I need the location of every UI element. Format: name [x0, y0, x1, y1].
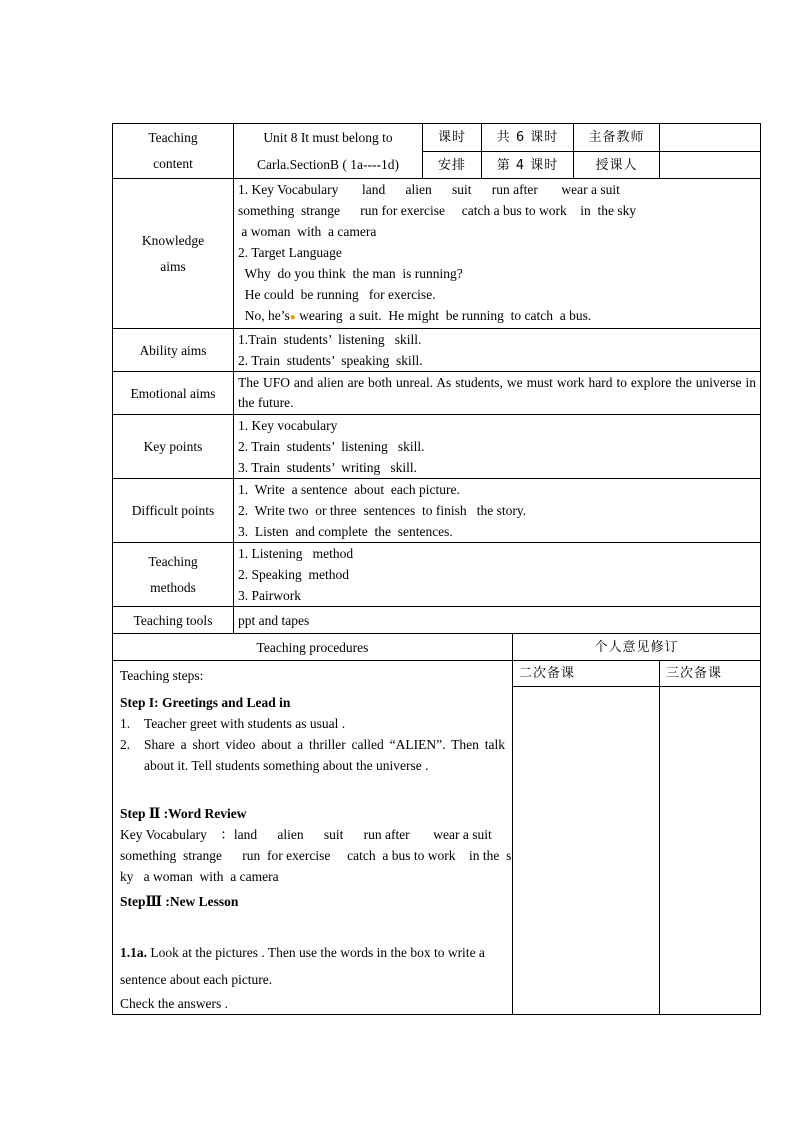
key-points-label: Key points [113, 415, 234, 479]
emotional-aims-label: Emotional aims [113, 372, 234, 415]
emotional-aims-content: The UFO and alien are both unreal. As students, we must work hard to explore the universe in the future. [234, 372, 761, 415]
lecturer-value [660, 152, 761, 179]
knowledge-aims-label: Knowledge aims [113, 179, 234, 329]
third-prep-header: 三次备课 [660, 661, 761, 687]
period-label-top: 课时 [423, 124, 482, 152]
ability-aims-label: Ability aims [113, 329, 234, 372]
key-points-content: 1. Key vocabulary 2. Train students’ listening skill. 3. Train students’ writing skill. [234, 415, 761, 479]
total-periods: 共 6 课时 [482, 124, 574, 152]
second-prep-header: 二次备课 [513, 661, 660, 687]
difficult-points-label: Difficult points [113, 479, 234, 543]
lead-teacher-value [660, 124, 761, 152]
step2-vocabulary: Key Vocabulary ：land alien suit run after wear a suit something strange run for exercise catch a bus to work in the s ky a woman with a camera [120, 827, 512, 884]
ability-aims-content: 1.Train students’ listening skill. 2. Train students’ speaking skill. [234, 329, 761, 372]
this-period: 第 4 课时 [482, 152, 574, 179]
knowledge-aims-content: 1. Key Vocabulary land alien suit run after wear a suit something strange run for exercise catch a bus to work in the sky a woman with a camera 2. Target Language Why do you think the man is running? He could be running for exercise. No, he’s● wearing a suit. He might be running to catch a bus. [234, 179, 761, 329]
teaching-steps-content [113, 661, 513, 1015]
teaching-content-label: Teaching content [113, 124, 234, 179]
period-label-bottom: 安排 [423, 152, 482, 179]
step3-task: 1.1a. Look at the pictures . Then use the words in the box to write a [120, 945, 485, 960]
lesson-plan-table [112, 123, 761, 1015]
lesson-plan [112, 123, 760, 1015]
second-prep-notes [513, 686, 660, 1014]
teaching-tools-content: ppt and tapes [234, 607, 761, 634]
step3-check: Check the answers . [120, 996, 228, 1011]
teaching-methods-label: Teaching methods [113, 543, 234, 607]
marker-dot: ● [289, 312, 296, 323]
third-prep-notes [660, 686, 761, 1014]
difficult-points-content: 1. Write a sentence about each picture. 2. Write two or three sentences to finish the story. 3. Listen and complete the sentences. [234, 479, 761, 543]
lead-teacher-label: 主备教师 [574, 124, 660, 152]
teaching-procedures-header: Teaching procedures [113, 634, 513, 661]
step3-task-cont: sentence about each picture. [120, 972, 273, 987]
step1-item: 1. Teacher greet with students as usual . [120, 716, 346, 731]
step2-title: Step Ⅱ :Word Review [120, 806, 247, 821]
unit-title: Unit 8 It must belong to Carla.SectionB ( 1a----1d) [234, 124, 423, 179]
step3-title: StepⅢ :New Lesson [120, 894, 239, 909]
personal-opinion-header: 个人意见修订 [513, 634, 761, 661]
teaching-methods-content: 1. Listening method 2. Speaking method 3. Pairwork [234, 543, 761, 607]
teaching-steps-label: Teaching steps: [120, 668, 204, 683]
lecturer-label: 授课人 [574, 152, 660, 179]
step1-item: 2. Share a short video about a thriller called “ALIEN”. Then talk about it. Tell students something about the universe . [120, 737, 505, 773]
step1-title: Step I: Greetings and Lead in [120, 695, 291, 710]
teaching-tools-label: Teaching tools [113, 607, 234, 634]
